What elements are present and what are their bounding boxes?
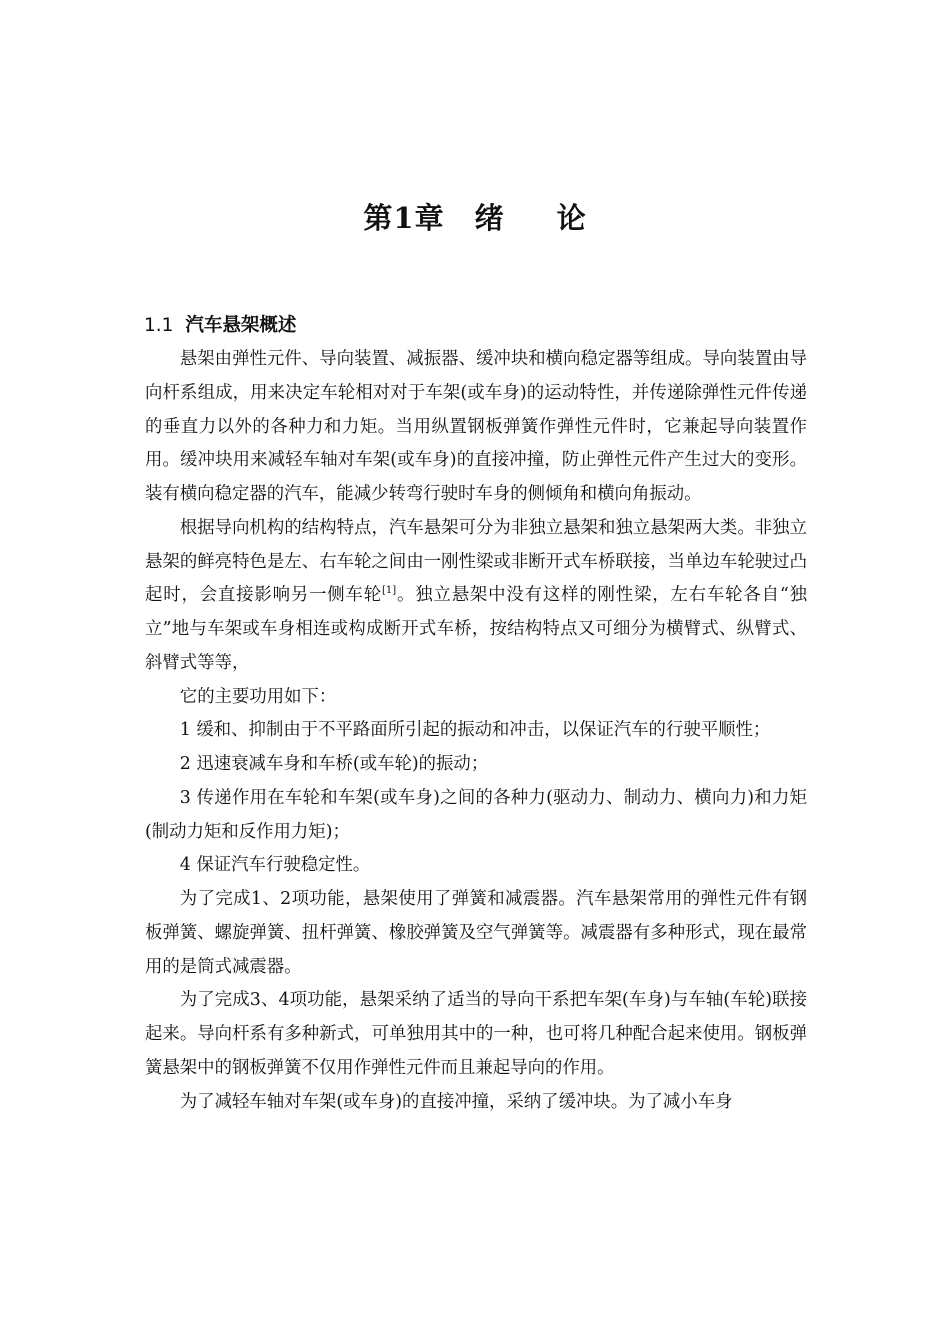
paragraph <box>145 512 807 681</box>
section-heading <box>144 312 296 340</box>
paragraph: 悬架由弹性元件、导向装置、减振器、缓冲块和横向稳定器等组成。导向装置由导向杆系组成，用来决定车轮相对对于车架(或车身)的运动特性，并传递除弹性元件传递的垂直力以外的各种力和力矩。当用纵置钢板弹簧作弹性元件时，它兼起导向装置作用。缓冲块用来减轻车轴对车架(或车身)的直接冲撞，防止弹性元件产生过大的变形。装有横向稳定器的汽车，能减少转弯行驶时车身的侧倾角和横向角振动。 <box>145 349 807 504</box>
body-text <box>145 343 807 1119</box>
section-number: 1.1 <box>144 315 174 336</box>
list-item: 2 迅速衰减车身和车桥(或车轮)的振动； <box>179 754 489 774</box>
paragraph: 为了减轻车轴对车架(或车身)的直接冲撞，采纳了缓冲块。为了减小车身 <box>179 1091 733 1112</box>
paragraph-text: 。独立悬架中没有这样的刚性梁，左右车轮各自“独立”地与车架或车身相连或构成断开式车桥，按结构特点又可细分为横臂式、纵臂式、斜臂式等等， <box>145 585 807 673</box>
paragraph: 它的主要功用如下： <box>179 686 337 707</box>
paragraph: 为了完成1、2项功能，悬架使用了弹簧和减震器。汽车悬架常用的弹性元件有钢板弹簧、螺旋弹簧、扭杆弹簧、橡胶弹簧及空气弹簧等。减震器有多种形式，现在最常用的是筒式减震器。 <box>145 889 807 977</box>
paragraph-text: 根据导向机构的结构特点，汽车悬架可分为非独立悬架和独立悬架两大类。非独立悬架的鲜亮特色是左、右车轮之间由一刚性梁或非断开式车桥联接，当单边车轮驶过凸起时，会直接影响另一侧车轮 <box>145 517 807 606</box>
chapter-title-char-2: 论 <box>556 201 587 235</box>
chapter-title-char-1: 绪 <box>474 201 505 235</box>
list-item: 1 缓和、抑制由于不平路面所引起的振动和冲击，以保证汽车的行驶平顺性； <box>179 720 771 741</box>
chapter-number: 第1章 <box>363 201 445 235</box>
list-item: 4 保证汽车行驶稳定性。 <box>179 855 371 876</box>
citation-ref: [1] <box>382 585 397 597</box>
list-item: 3 传递作用在车轮和车架(或车身)之间的各种力(驱动力、制动力、横向力)和力矩(制动力矩和反作用力矩)； <box>145 787 807 842</box>
paragraph: 为了完成3、4项功能，悬架采纳了适当的导向干系把车架(车身)与车轴(车轮)联接起来。导向杆系有多种新式，可单独用其中的一种，也可将几种配合起来使用。钢板弹簧悬架中的钢板弹簧不仅用作弹性元件而且兼起导向的作用。 <box>145 990 807 1078</box>
section-title: 汽车悬架概述 <box>185 315 297 336</box>
chapter-title <box>0 198 950 238</box>
